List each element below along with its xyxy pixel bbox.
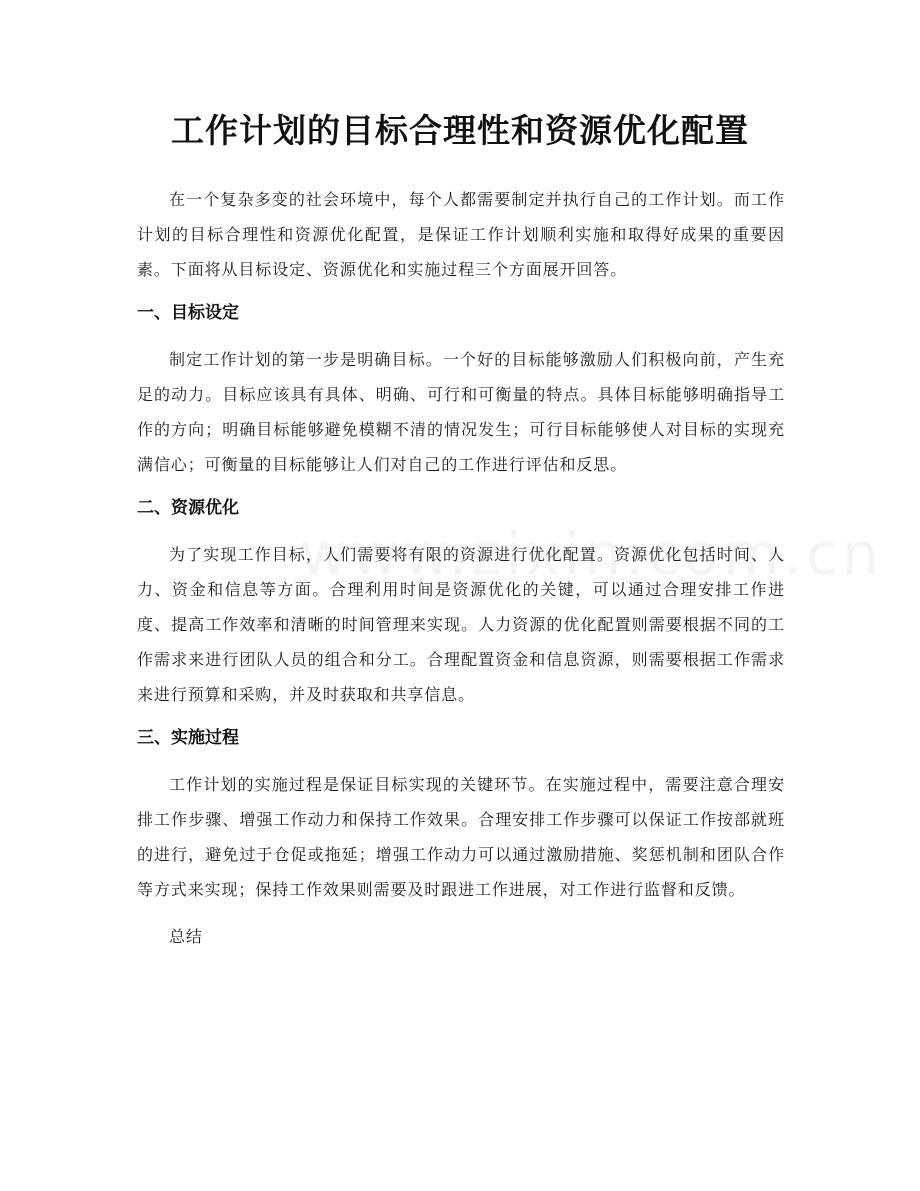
section-body-goal-setting: 制定工作计划的第一步是明确目标。一个好的目标能够激励人们积极向前，产生充足的动力。目标应该具有具体、明确、可行和可衡量的特点。具体目标能够明确指导工作的方向；明确目标能够避免模糊不清的情况发生；可行目标能够使人对目标的实现充满信心；可衡量的目标能够让人们对自己的工作进行评估和反思。 <box>137 350 785 474</box>
intro-paragraph: 在一个复杂多变的社会环境中，每个人都需要制定并执行自己的工作计划。而工作计划的目标合理性和资源优化配置，是保证工作计划顺利实施和取得好成果的重要因素。下面将从目标设定、资源优化和实施过程三个方面展开回答。 <box>137 190 785 279</box>
section-heading-resource-optimization: 二、资源优化 <box>137 498 239 518</box>
document-body <box>137 182 785 970</box>
section-body-resource-optimization: 为了实现工作目标，人们需要将有限的资源进行优化配置。资源优化包括时间、人力、资金和信息等方面。合理利用时间是资源优化的关键，可以通过合理安排工作进度、提高工作效率和清晰的时间管理来实现。人力资源的优化配置则需要根据不同的工作需求来进行团队人员的组合和分工。合理配置资金和信息资源，则需要根据工作需求来进行预算和采购，并及时获取和共享信息。 <box>137 545 785 704</box>
section-heading-implementation: 三、实施过程 <box>137 728 239 748</box>
section-heading-goal-setting: 一、目标设定 <box>137 303 239 323</box>
summary-label: 总结 <box>169 927 203 946</box>
document-title: 工作计划的目标合理性和资源优化配置 <box>171 111 749 150</box>
section-body-implementation: 工作计划的实施过程是保证目标实现的关键环节。在实施过程中，需要注意合理安排工作步骤、增强工作动力和保持工作效果。合理安排工作步骤可以保证工作按部就班的进行，避免过于仓促或拖延；增强工作动力可以通过激励措施、奖惩机制和团队合作等方式来实现；保持工作效果则需要及时跟进工作进展，对工作进行监督和反馈。 <box>137 775 785 899</box>
